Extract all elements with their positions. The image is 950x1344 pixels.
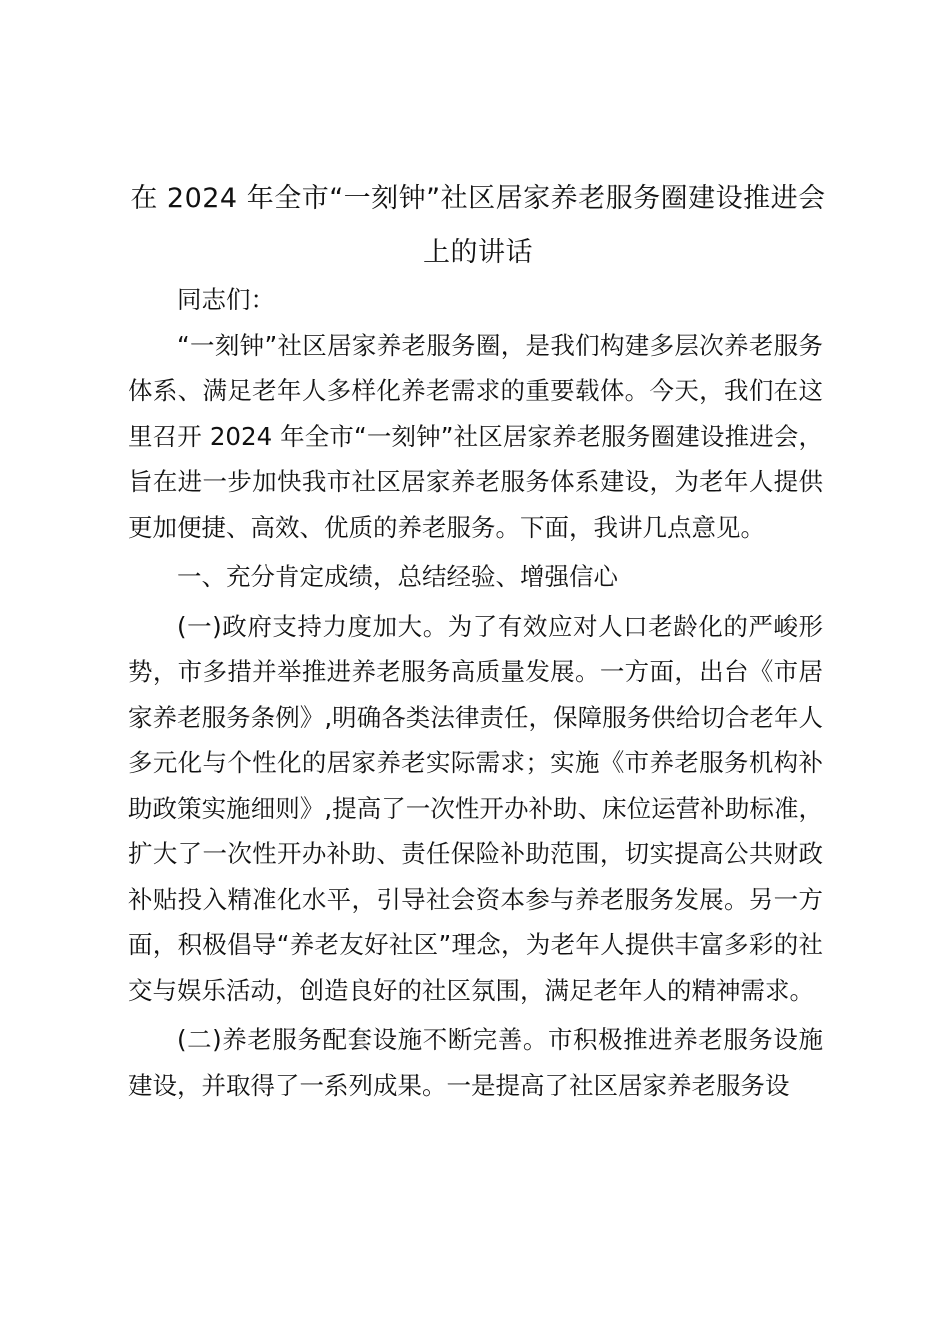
intro-paragraph: “一刻钟”社区居家养老服务圈，是我们构建多层次养老服务体系、满足老年人多样化养老需求的重要载体。今天，我们在这里召开 2024 年全市“一刻钟”社区居家养老服务圈建设推进会，旨在进一步加快我市社区居家养老服务体系建设，为老年人提供更加便捷、高效、优质的养老服务。下面，我讲几点意见。: [128, 330, 823, 542]
salutation: 同志们：: [177, 285, 275, 314]
paragraph-2: (二)养老服务配套设施不断完善。市积极推进养老服务设施建设，并取得了一系列成果。一是提高了社区居家养老服务设: [128, 1025, 823, 1100]
document-title: 在 2024 年全市“一刻钟”社区居家养老服务圈建设推进会上的讲话: [130, 183, 826, 268]
document-body: [128, 277, 823, 1108]
paragraph-1: (一)政府支持力度加大。为了有效应对人口老龄化的严峻形势，市多措并举推进养老服务高质量发展。一方面，出台《市居家养老服务条例》,明确各类法律责任，保障服务供给切合老年人多元化与个性化的居家养老实际需求；实施《市养老服务机构补助政策实施细则》,提高了一次性开办补助、床位运营补助标准，扩大了一次性开办补助、责任保险补助范围，切实提高公共财政补贴投入精准化水平，引导社会资本参与养老服务发展。另一方面，积极倡导“养老友好社区”理念，为老年人提供丰富多彩的社交与娱乐活动，创造良好的社区氛围，满足老年人的精神需求。: [128, 611, 823, 1005]
section-heading: 一、充分肯定成绩，总结经验、增强信心: [177, 562, 618, 591]
